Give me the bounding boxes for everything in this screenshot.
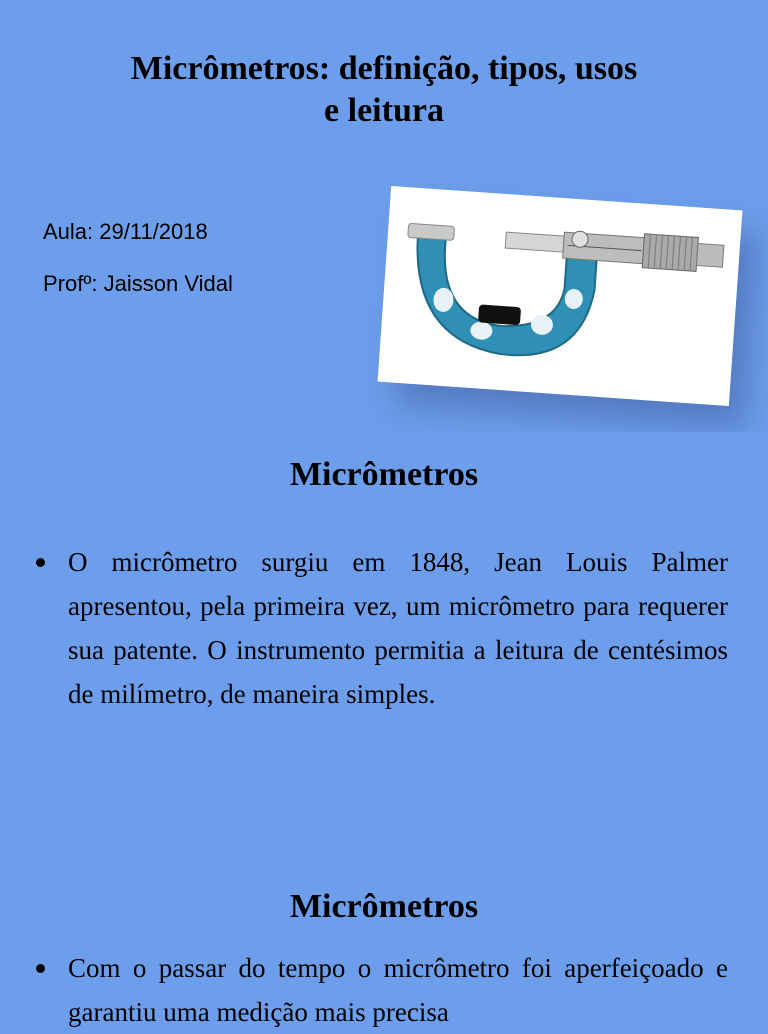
micrometer-icon [378,186,743,406]
lesson-date: Aula: 29/11/2018 [43,219,208,244]
bullet-text: Com o passar do tempo o micrômetro foi aperfeiçoado e garantiu uma medição mais precisa [68,953,728,1027]
title-line-2: e leitura [324,92,444,129]
micrometer-photo [378,186,743,406]
teacher-name: Profº: Jaisson Vidal [43,271,233,296]
bullet-item [36,540,728,716]
bullet-item [36,946,728,1034]
section-heading: Micrômetros [289,888,479,925]
slide-title [40,48,728,132]
title-line-1: Micrômetros: definição, tipos, usos [130,50,638,87]
slide-3 [0,864,768,1027]
section-heading: Micrômetros [289,456,479,493]
bullet-dot-icon [36,964,45,973]
bullet-dot-icon [36,558,45,567]
slide-1 [0,0,768,432]
slide-2 [0,432,768,864]
bullet-text: O micrômetro surgiu em 1848, Jean Louis Palmer apresentou, pela primeira vez, um micrômetro para requerer sua patente. O instrumento permitia a leitura de centésimos de milímetro, de maneira simples. [68,547,728,709]
